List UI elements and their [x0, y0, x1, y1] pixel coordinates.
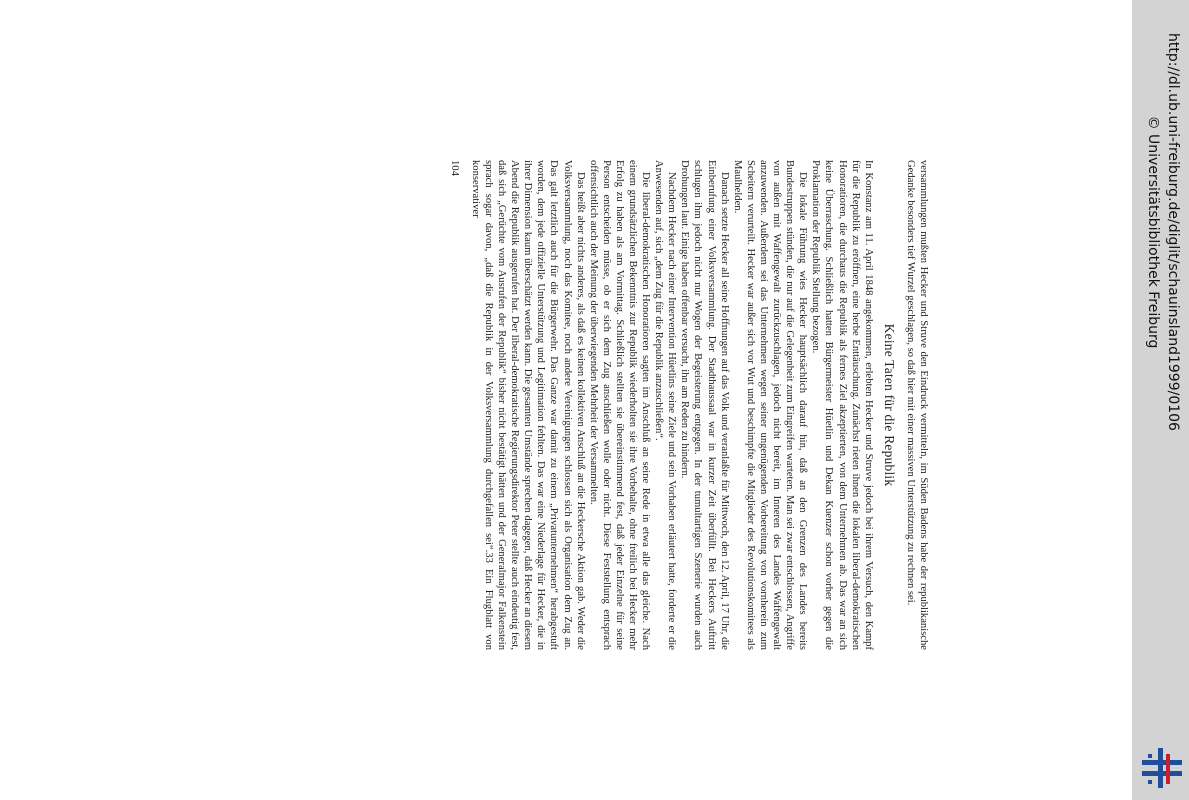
body-paragraph: Das heißt aber nichts anderes, als daß es keinen kollektiven Anschluß an die Heckersche Aktion gab. Weder die Volksversammlung, noch das Komitee, noch andere Vereinigungen schlossen sich als Organisation dem Zug an. Das galt letztlich auch für die Bürgerwehr. Das Ganze war damit zu einem „Privatunternehmen“ herabgestuft worden, dem jede offizielle Unterstützung und Legitimation fehlten. Das war eine Niederlage für Hecker, die in ihrer Dimension kaum überschätzt werden kann. Die gesamten Umstände sprechen dagegen, daß Hecker an diesem Abend die Republik ausgerufen hat. Der liberal-demokratische Regierungsdirektor Peter stellte auch eindeutig fest, daß sich „Gerüchte vom Ausrufen der Republik“ bisher nicht bestätigt hätten und der Generalmajor Falkenstein sprach sogar davon, „daß die Republik in der Volksversammlung durchgefallen sei“.33 Ein Flugblatt von konservativer	[469, 160, 586, 650]
body-paragraph: In Konstanz am 11. April 1848 angekommen, erlebten Hecker und Struve jedoch bei ihrem Versuch, den Kampf für die Republik zu eröffnen, eine herbe Enttäuschung. Zunächst rieten ihnen die lokalen liberal-demokratischen Honoratioren, die durchaus die Republik als fernes Ziel akzeptierten, von dem Unternehmen ab. Das war an sich keine Überraschung. Schließlich hatten Bürgermeister Hüetlin und Dekan Kuenzer schon vorher gegen die Proklamation der Republik Stellung bezogen.	[810, 160, 874, 650]
body-paragraph: Nachdem Hecker nach einer Intervention Hüetlins seine Ziele und sein Vorhaben erläutert hatte, forderte er die Anwesenden auf, sich „dem Zug für die Republik anzuschließen“.	[653, 160, 678, 650]
page-text-block	[448, 160, 930, 650]
sidebar-caption	[1143, 12, 1183, 452]
source-url-link[interactable]: http://dl.ub.uni-freiburg.de/diglit/schauinsland1999/0106	[1165, 33, 1181, 431]
copyright-notice: © Universitätsbibliothek Freiburg	[1145, 115, 1161, 349]
section-heading: Keine Taten für die Republik	[881, 323, 897, 487]
body-paragraph: Danach setzte Hecker all seine Hoffnungen auf das Volk und veranlaßte für Mittwoch, den 12. April, 17 Uhr, die Einberufung einer Volksversammlung. Der Stadthaussaal war in kurzer Zeit überfüllt. Bei Heckers Auftritt schlugen ihm jedoch nicht nur Wogen der Begeisterung entgegen. In der tumultartigen Szenerie wurden auch Drohungen laut. Einige haben offenbar versucht, ihn am Reden zu hindern.	[679, 160, 730, 650]
ub-freiburg-logo-icon	[1140, 746, 1184, 790]
body-paragraph: Die lokale Führung wies Hecker hauptsächlich darauf hin, daß an den Grenzen des Landes bereits Bundestruppen stünden, die nur auf die Gelegenheit zum Eingreifen warteten. Man sei zwar entschlossen, Angriffe von außen mit Waffengewalt zurückzuschlagen, jedoch nicht bereit, im Inneren des Landes Waffengewalt anzuwenden. Außerdem sei das Unternehmen wegen seiner ungenügenden Vorbereitung von vornherein zum Scheitern verurteilt. Hecker war außer sich vor Wut und beschimpfte die Mitglieder des Revolutionskomitees als Maulhelden.	[731, 160, 809, 650]
body-paragraph: Die liberal-demokratischen Honoratioren sagten im Anschluß an seine Rede in etwa alle das gleiche. Nach einem grundsätzlichen Bekenntnis zur Republik wiederholten sie ihre Vorbehalte, ohne freilich bei Hecker mehr Erfolg zu haben als am Vormittag. Schließlich stellten sie übereinstimmend fest, daß jeder Einzelne für seine Person entscheiden müsse, ob er sich dem Zug anschließen wolle oder nicht. Diese Feststellung entsprach offensichtlich auch der Meinung der überwiegenden Mehrheit der Versammelten.	[587, 160, 652, 650]
page-number: 104	[448, 160, 460, 176]
intro-paragraph: versammlungen mußten Hecker und Struve den Eindruck vermitteln, im Süden Badens habe der republikanische Gedanke besonders tief Wurzel geschlagen, so daß hier mit einer massiven Unterstützung zu rechnen sei.	[904, 160, 929, 650]
logo-graphic	[1140, 746, 1184, 790]
